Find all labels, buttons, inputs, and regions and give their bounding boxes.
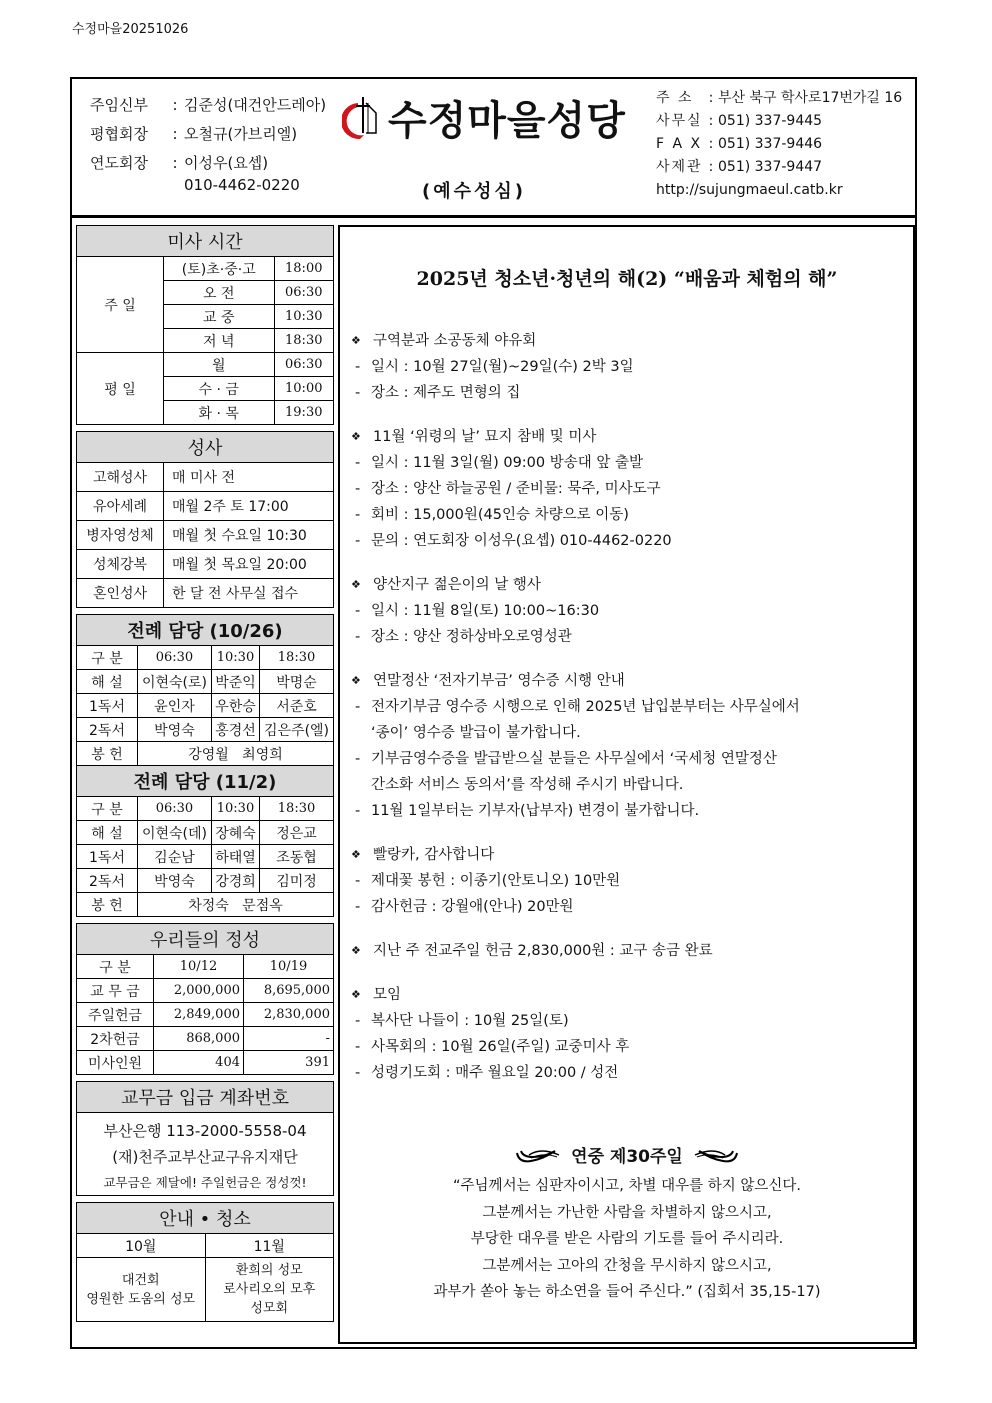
contact-row xyxy=(656,156,902,179)
liturgy-table xyxy=(76,614,334,917)
parish-logo xyxy=(342,89,626,146)
sacrament-name: 유아세례 xyxy=(77,492,164,521)
liturgy-offering: 차정숙 문점옥 xyxy=(138,893,334,917)
notice-line: 회비 : 15,000원(45인승 차량으로 이동) xyxy=(371,507,629,523)
account-table xyxy=(76,1081,334,1196)
notice-line: 일시 : 10월 27일(월)~29일(수) 2박 3일 xyxy=(371,359,634,375)
contact-info xyxy=(656,87,902,202)
sacrament-value: 매월 첫 수요일 10:30 xyxy=(164,521,334,550)
liturgy-person: 강경희 xyxy=(211,869,259,893)
notice-item xyxy=(351,842,911,920)
sacrament-name: 병자영성체 xyxy=(77,521,164,550)
offering-amount: 2,000,000 xyxy=(154,979,244,1003)
account-holder: (재)천주교부산교구유지재단 xyxy=(77,1143,334,1169)
parish-subtitle: (예수성심) xyxy=(422,181,527,202)
sacrament-value: 한 달 전 사무실 접수 xyxy=(164,579,334,608)
notice-line: 감사헌금 : 강월애(안나) 20만원 xyxy=(371,899,574,915)
account-title: 교무금 입금 계좌번호 xyxy=(77,1082,334,1113)
liturgy-person: 하태열 xyxy=(211,845,259,869)
mass-name: (토)초·중·고 xyxy=(164,257,275,281)
contact-value: 부산 북구 학사로17번가길 16 xyxy=(718,90,903,106)
dash: - xyxy=(355,481,361,497)
diamond-bullet-icon: ❖ xyxy=(351,578,361,591)
notice-line: 장소 : 양산 하늘공원 / 준비물: 묵주, 미사도구 xyxy=(371,481,661,497)
dash: - xyxy=(355,359,361,375)
separator: : xyxy=(172,154,178,172)
verse-line: 그분께서는 가난한 사람을 차별하지 않으시고, xyxy=(482,1204,772,1221)
sacraments-table xyxy=(76,431,334,608)
liturgy-role: 1독서 xyxy=(77,694,138,718)
dash: - xyxy=(355,507,361,523)
cleaning-month: 10월 xyxy=(77,1234,206,1258)
separator: : xyxy=(172,125,178,143)
contact-value: 051) 337-9447 xyxy=(718,159,823,175)
staff-row xyxy=(90,120,326,149)
liturgy-title: 전례 담당 (11/2) xyxy=(77,766,334,797)
website-link[interactable]: http://sujungmaeul.catb.kr xyxy=(656,182,843,198)
separator: : xyxy=(708,159,714,175)
liturgy-person: 이현숙(로) xyxy=(138,670,212,694)
mass-time: 10:30 xyxy=(274,305,333,329)
liturgy-header: 10:30 xyxy=(211,797,259,821)
dash: - xyxy=(355,603,361,619)
diamond-bullet-icon: ❖ xyxy=(351,430,361,443)
group-label: 주 일 xyxy=(77,257,164,353)
sunday-reading xyxy=(339,1142,915,1306)
left-column xyxy=(76,225,334,1328)
liturgy-role: 봉 헌 xyxy=(77,893,138,917)
liturgy-offering: 강영월 최영희 xyxy=(138,742,334,766)
liturgy-person: 박영숙 xyxy=(138,718,212,742)
sacraments-title: 성사 xyxy=(77,432,334,463)
diamond-bullet-icon: ❖ xyxy=(351,674,361,687)
sacrament-value: 매월 첫 목요일 20:00 xyxy=(164,550,334,579)
dash: - xyxy=(355,803,361,819)
liturgy-header: 구 분 xyxy=(77,646,138,670)
notice-line: 복사단 나들이 : 10월 25일(토) xyxy=(371,1013,569,1029)
liturgy-person: 우한승 xyxy=(211,694,259,718)
separator: : xyxy=(708,90,714,106)
bank-account: 부산은행 113-2000-5558-04 xyxy=(77,1113,334,1144)
notice-line: 전자기부금 영수증 시행으로 인해 2025년 납입분부터는 사무실에서 xyxy=(371,699,800,715)
liturgy-person: 윤인자 xyxy=(138,694,212,718)
diamond-bullet-icon: ❖ xyxy=(351,988,361,1001)
offerings-header: 10/12 xyxy=(154,955,244,979)
offerings-header: 구 분 xyxy=(77,955,154,979)
staff-row xyxy=(90,91,326,120)
mass-time: 06:30 xyxy=(274,281,333,305)
notice-line-continued: ‘종이’ 영수증 발급이 불가합니다. xyxy=(371,725,581,741)
mass-time: 18:00 xyxy=(274,257,333,281)
staff-role: 평협회장 xyxy=(90,125,148,143)
notice-line: 장소 : 제주도 면형의 집 xyxy=(371,385,521,401)
sacrament-name: 혼인성사 xyxy=(77,579,164,608)
mass-name: 수 · 금 xyxy=(164,377,275,401)
notice-line: 사목회의 : 10월 26일(주일) 교중미사 후 xyxy=(371,1039,630,1055)
main-title: 2025년 청소년·청년의 해(2) “배움과 체험의 해” xyxy=(416,268,838,290)
liturgy-title: 전례 담당 (10/26) xyxy=(77,615,334,646)
notice-line: 문의 : 연도회장 이성우(요셉) 010-4462-0220 xyxy=(371,533,672,549)
scripture-verse xyxy=(339,1173,915,1306)
liturgy-person: 조동협 xyxy=(260,845,334,869)
notice-heading: 모임 xyxy=(373,987,402,1003)
cleaning-month: 11월 xyxy=(205,1234,334,1258)
liturgy-person: 김순남 xyxy=(138,845,212,869)
offering-amount: 2,830,000 xyxy=(244,1003,334,1027)
staff-list xyxy=(90,91,326,196)
notice-line: 기부금영수증을 발급받으실 분들은 사무실에서 ‘국세청 연말정산 xyxy=(371,751,777,767)
liturgy-header: 06:30 xyxy=(138,646,212,670)
liturgy-role: 1독서 xyxy=(77,845,138,869)
group-label: 평 일 xyxy=(77,353,164,425)
dash: - xyxy=(355,1013,361,1029)
diamond-bullet-icon: ❖ xyxy=(351,334,361,347)
cleaning-groups-november xyxy=(205,1258,334,1322)
cleaning-groups-october xyxy=(77,1258,206,1322)
notice-line: 11월 1일부터는 기부자(납부자) 변경이 불가합니다. xyxy=(371,803,700,819)
church-logo-icon xyxy=(342,93,384,143)
contact-row xyxy=(656,133,902,156)
notice-item xyxy=(351,572,911,650)
offering-amount: 2,849,000 xyxy=(154,1003,244,1027)
liturgy-person: 장혜숙 xyxy=(211,821,259,845)
staff-role: 연도회장 xyxy=(90,154,148,172)
group-name: 성모회 xyxy=(250,1301,289,1316)
group-name: 대건회 xyxy=(121,1272,160,1288)
notice-line: 성령기도회 : 매주 월요일 20:00 / 성전 xyxy=(371,1065,619,1081)
offering-amount: 391 xyxy=(244,1051,334,1075)
ornament-right-icon xyxy=(693,1145,739,1165)
verse-line: 그분께서는 고아의 간청을 무시하지 않으시고, xyxy=(482,1257,772,1274)
liturgy-person: 김은주(엘) xyxy=(260,718,334,742)
liturgy-person: 박준익 xyxy=(211,670,259,694)
dash: - xyxy=(355,385,361,401)
notice-line: 장소 : 양산 정하상바오로영성관 xyxy=(371,629,572,645)
dash: - xyxy=(355,533,361,549)
dash: - xyxy=(355,873,361,889)
offerings-header: 10/19 xyxy=(244,955,334,979)
contact-key: 사무실 xyxy=(656,113,703,129)
notice-heading: 구역분과 소공동체 야유회 xyxy=(373,333,537,349)
sunday-title-row xyxy=(339,1142,915,1167)
mass-time: 18:30 xyxy=(274,329,333,353)
diamond-bullet-icon: ❖ xyxy=(351,848,361,861)
contact-key: 사제관 xyxy=(656,159,703,175)
dash: - xyxy=(355,1039,361,1055)
sacrament-name: 성체강복 xyxy=(77,550,164,579)
contact-value: 051) 337-9446 xyxy=(718,136,823,152)
sacrament-value: 매 미사 전 xyxy=(164,463,334,492)
contact-row xyxy=(656,87,902,110)
offering-amount: 868,000 xyxy=(154,1027,244,1051)
notice-heading: 연말정산 ‘전자기부금’ 영수증 시행 안내 xyxy=(373,673,625,689)
mass-name: 화 · 목 xyxy=(164,401,275,425)
mass-time: 19:30 xyxy=(274,401,333,425)
separator: : xyxy=(172,96,178,114)
notice-list xyxy=(351,328,911,1104)
verse-line: 과부가 쏟아 놓는 하소연을 들어 주신다.” (집회서 35,15-17) xyxy=(433,1284,821,1300)
contact-key: F A X xyxy=(656,136,703,152)
dash: - xyxy=(355,899,361,915)
dash: - xyxy=(355,629,361,645)
offerings-table xyxy=(76,923,334,1075)
offering-type: 2차헌금 xyxy=(77,1027,154,1051)
ornament-left-icon xyxy=(515,1145,561,1165)
liturgy-person: 박영숙 xyxy=(138,869,212,893)
sunday-title: 연중 제30주일 xyxy=(571,1147,683,1167)
cleaning-title: 안내 • 청소 xyxy=(77,1203,334,1234)
liturgy-person: 홍경선 xyxy=(211,718,259,742)
notice-heading: 지난 주 전교주일 헌금 2,830,000원 : 교구 송금 완료 xyxy=(373,943,713,959)
notice-line-continued: 간소화 서비스 동의서’를 작성해 주시기 바랍니다. xyxy=(371,777,684,793)
offering-type: 주일헌금 xyxy=(77,1003,154,1027)
verse-line: “주님께서는 심판자이시고, 차별 대우를 하지 않으신다. xyxy=(453,1178,801,1194)
liturgy-role: 2독서 xyxy=(77,718,138,742)
mass-times-title: 미사 시간 xyxy=(77,226,334,257)
liturgy-role: 해 설 xyxy=(77,821,138,845)
group-name: 환희의 성모 xyxy=(235,1263,303,1278)
group-name: 영원한 도움의 성모 xyxy=(86,1291,196,1307)
staff-name: 오철규(가브리엘) xyxy=(184,125,298,143)
diamond-bullet-icon: ❖ xyxy=(351,944,361,957)
notice-heading: 빨랑카, 감사합니다 xyxy=(373,847,495,863)
notice-heading: 양산지구 젊은이의 날 행사 xyxy=(373,577,541,593)
mass-name: 저 녁 xyxy=(164,329,275,353)
verse-line: 부당한 대우를 받은 사람의 기도를 들어 주시리라. xyxy=(470,1231,784,1247)
notice-item xyxy=(351,328,911,406)
notice-line: 일시 : 11월 8일(토) 10:00~16:30 xyxy=(371,603,600,619)
document-id: 수정마을20251026 xyxy=(72,22,189,37)
liturgy-person: 박명순 xyxy=(260,670,334,694)
liturgy-header: 18:30 xyxy=(260,646,334,670)
notice-item xyxy=(351,668,911,824)
offering-type: 교 무 금 xyxy=(77,979,154,1003)
liturgy-header: 18:30 xyxy=(260,797,334,821)
staff-role: 주임신부 xyxy=(90,96,148,114)
liturgy-person: 김미정 xyxy=(260,869,334,893)
separator: : xyxy=(708,113,714,129)
staff-name: 이성우(요셉) xyxy=(184,154,269,172)
staff-phone: 010-4462-0220 xyxy=(184,176,300,194)
notice-item xyxy=(351,982,911,1086)
liturgy-header: 06:30 xyxy=(138,797,212,821)
separator: : xyxy=(708,136,714,152)
contact-key: 주 소 xyxy=(656,90,694,106)
staff-name: 김준성(대건안드레아) xyxy=(184,96,327,114)
bulletin-frame xyxy=(70,77,917,1349)
notice-item xyxy=(351,938,911,964)
liturgy-role: 해 설 xyxy=(77,670,138,694)
parish-name: 수정마을성당 xyxy=(388,98,626,144)
mass-times-table xyxy=(76,225,334,425)
notice-line: 일시 : 11월 3일(월) 09:00 방송대 앞 출발 xyxy=(371,455,644,471)
dash: - xyxy=(355,455,361,471)
dash: - xyxy=(355,1065,361,1081)
sacrament-name: 고해성사 xyxy=(77,463,164,492)
notices-panel xyxy=(338,225,915,1344)
notice-line: 제대꽃 봉헌 : 이종기(안토니오) 10만원 xyxy=(371,873,621,889)
cleaning-table xyxy=(76,1202,334,1322)
dash: - xyxy=(355,699,361,715)
liturgy-person: 서준호 xyxy=(260,694,334,718)
liturgy-role: 봉 헌 xyxy=(77,742,138,766)
offering-amount: - xyxy=(244,1027,334,1051)
mass-time: 06:30 xyxy=(274,353,333,377)
notice-heading: 11월 ‘위령의 날’ 묘지 참배 및 미사 xyxy=(373,429,597,445)
liturgy-header: 10:30 xyxy=(211,646,259,670)
mass-name: 오 전 xyxy=(164,281,275,305)
liturgy-role: 2독서 xyxy=(77,869,138,893)
header xyxy=(72,79,915,218)
offering-type: 미사인원 xyxy=(77,1051,154,1075)
offerings-title: 우리들의 정성 xyxy=(77,924,334,955)
sacrament-value: 매월 2주 토 17:00 xyxy=(164,492,334,521)
liturgy-person: 이현숙(데) xyxy=(138,821,212,845)
offering-amount: 404 xyxy=(154,1051,244,1075)
account-note: 교무금은 제달에! 주일헌금은 정성껏! xyxy=(77,1169,334,1196)
liturgy-header: 구 분 xyxy=(77,797,138,821)
group-name: 로사리오의 모후 xyxy=(223,1282,316,1297)
liturgy-person: 정은교 xyxy=(260,821,334,845)
mass-name: 월 xyxy=(164,353,275,377)
contact-row xyxy=(656,110,902,133)
contact-value: 051) 337-9445 xyxy=(718,113,823,129)
notice-item xyxy=(351,424,911,554)
mass-time: 10:00 xyxy=(274,377,333,401)
mass-name: 교 중 xyxy=(164,305,275,329)
offering-amount: 8,695,000 xyxy=(244,979,334,1003)
dash: - xyxy=(355,751,361,767)
